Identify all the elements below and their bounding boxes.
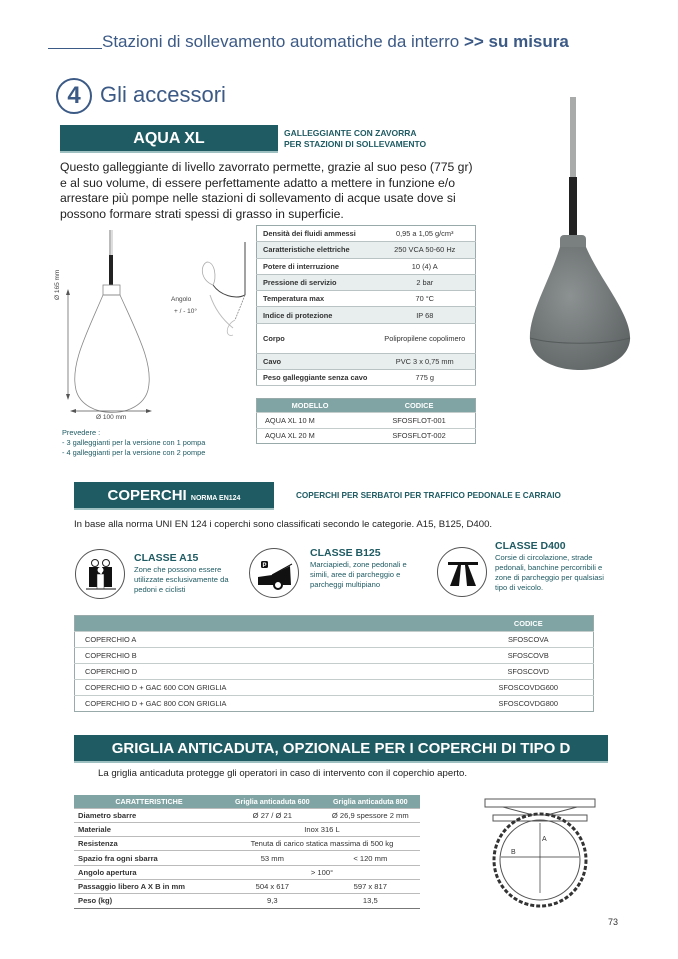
griglia-spec-table [74, 795, 420, 909]
value-800-cell: 13,5 [321, 894, 420, 908]
coperchi-subtitle: COPERCHI PER SERBATOI PER TRAFFICO PEDONALE E CARRAIO [296, 491, 561, 500]
float-product-photo [520, 95, 640, 385]
aqua-xl-models-table [256, 398, 476, 444]
table-row [75, 680, 594, 696]
value-800-cell: < 120 mm [321, 851, 420, 865]
table-header-row [74, 795, 420, 808]
characteristic-cell: Diametro sbarre [74, 808, 224, 822]
value-600-cell: 504 x 617 [224, 879, 321, 893]
table-row [75, 664, 594, 680]
value-800-cell: 597 x 817 [321, 879, 420, 893]
class-d400-title: CLASSE D400 [495, 540, 566, 552]
value-600-cell: 9,3 [224, 894, 321, 908]
value-600-cell: Ø 27 / Ø 21 [224, 808, 321, 822]
code-cell: SFOSFLOT-001 [363, 413, 475, 429]
code-cell: SFOSCOVDG600 [464, 680, 594, 696]
spec-value: IP 68 [375, 307, 476, 323]
class-b125-description: Marciapiedi, zone pedonali e simili, aree di parcheggio e parcheggi multipiano [310, 560, 407, 589]
code-cell: SFOSCOVA [464, 632, 594, 648]
code-cell: SFOSCOVDG800 [464, 696, 594, 712]
parking-car-icon [249, 548, 299, 598]
float-drawing [58, 225, 188, 425]
table-row [74, 837, 420, 851]
spec-row [257, 291, 476, 307]
column-header-code: CODICE [363, 399, 475, 413]
column-header-item [75, 616, 464, 632]
item-cell: COPERCHIO D + GAC 600 CON GRIGLIA [75, 680, 464, 696]
section-title: Gli accessori [100, 82, 226, 107]
value-600-cell: 53 mm [224, 851, 321, 865]
column-header-600: Griglia anticaduta 600 [224, 795, 321, 808]
page-number: 73 [608, 917, 619, 927]
spec-row [257, 242, 476, 258]
item-cell: COPERCHIO D + GAC 800 CON GRIGLIA [75, 696, 464, 712]
height-dimension-label: Ø 165 mm [54, 269, 61, 300]
class-b125-title: CLASSE B125 [310, 547, 381, 559]
spec-label: Pressione di servizio [257, 274, 375, 290]
item-cell: COPERCHIO A [75, 632, 464, 648]
spec-label: Peso galleggiante senza cavo [257, 370, 375, 386]
item-cell: COPERCHIO B [75, 648, 464, 664]
table-row [74, 879, 420, 893]
spec-row [257, 353, 476, 369]
spec-row [257, 323, 476, 353]
dimension-b-label: B [511, 849, 516, 856]
table-row [74, 851, 420, 865]
value-800-cell: Ø 26,9 spessore 2 mm [321, 808, 420, 822]
table-row [257, 428, 476, 444]
griglia-band: GRIGLIA ANTICADUTA, OPZIONALE PER I COPERCHI DI TIPO D [74, 735, 608, 763]
table-row [257, 413, 476, 429]
spec-value: 250 VCA 50-60 Hz [375, 242, 476, 258]
aqua-xl-band: AQUA XL [60, 125, 278, 153]
aqua-xl-subtitle [284, 128, 484, 150]
subtitle-line: PER STAZIONI DI SOLLEVAMENTO [284, 139, 427, 149]
table-row [75, 648, 594, 664]
characteristic-cell: Passaggio libero A X B in mm [74, 879, 224, 893]
section-number-badge: 4 [56, 78, 92, 114]
spec-row [257, 370, 476, 386]
spec-label: Corpo [257, 323, 375, 353]
spec-row [257, 258, 476, 274]
grid-cover-diagram [483, 795, 603, 910]
column-header-800: Griglia anticaduta 800 [321, 795, 420, 808]
band-norm: NORMA EN124 [190, 495, 241, 502]
spec-label: Densità dei fluidi ammessi [257, 226, 375, 242]
table-header-row [75, 616, 594, 632]
model-cell: AQUA XL 10 M [257, 413, 364, 429]
characteristic-cell: Resistenza [74, 837, 224, 851]
coperchi-intro: In base alla norma UNI EN 124 i coperchi sono classificati secondo le categorie. A15, B125, D400. [74, 519, 493, 530]
item-cell: COPERCHIO D [75, 664, 464, 680]
angle-label: Angolo [171, 296, 192, 303]
table-row [74, 808, 420, 822]
spec-value: Polipropilene copolimero [375, 323, 476, 353]
characteristic-cell: Materiale [74, 822, 224, 836]
spec-value: 0,95 a 1,05 g/cm³ [375, 226, 476, 242]
dimension-a-label: A [542, 836, 547, 843]
note-line: - 3 galleggianti per la versione con 1 pompa [62, 438, 206, 447]
subtitle-line: GALLEGGIANTE CON ZAVORRA [284, 128, 417, 138]
merged-value-cell: Inox 316 L [224, 822, 420, 836]
spec-label: Indice di protezione [257, 307, 375, 323]
spec-label: Caratteristiche elettriche [257, 242, 375, 258]
characteristic-cell: Angolo apertura [74, 865, 224, 879]
spec-label: Cavo [257, 353, 375, 369]
spec-value: 775 g [375, 370, 476, 386]
model-cell: AQUA XL 20 M [257, 428, 364, 444]
pedestrians-icon [75, 549, 125, 599]
code-cell: SFOSCOVD [464, 664, 594, 680]
table-row [75, 632, 594, 648]
note-title: Prevedere : [62, 428, 101, 437]
code-cell: SFOSCOVB [464, 648, 594, 664]
column-header-model: MODELLO [257, 399, 364, 413]
merged-value-cell: > 100° [224, 865, 420, 879]
coperchi-band [74, 482, 274, 510]
characteristic-cell: Spazio fra ogni sbarra [74, 851, 224, 865]
spec-value: 2 bar [375, 274, 476, 290]
class-a15-title: CLASSE A15 [134, 552, 199, 564]
table-row [74, 894, 420, 908]
width-dimension-label: Ø 100 mm [96, 414, 127, 421]
table-row [74, 865, 420, 879]
spec-value: 10 (4) A [375, 258, 476, 274]
spec-label: Temperatura max [257, 291, 375, 307]
table-row [74, 822, 420, 836]
highway-icon [437, 547, 487, 597]
class-d400-description: Corsie di circolazione, strade pedonali, banchine percorribili e zone di parcheggio per qualsiasi tipo di veicolo. [495, 553, 604, 592]
code-cell: SFOSFLOT-002 [363, 428, 475, 444]
coperchi-code-table [74, 615, 594, 712]
angle-value: + / - 10° [174, 308, 198, 315]
svg-text:P: P [262, 563, 267, 569]
column-header-code: CODICE [464, 616, 594, 632]
note-line: - 4 galleggianti per la versione con 2 pompe [62, 448, 206, 457]
spec-row [257, 307, 476, 323]
header-title: Stazioni di sollevamento automatiche da interro [102, 32, 460, 51]
quantity-note [62, 428, 205, 458]
column-header-characteristics: CARATTERISTICHE [74, 795, 224, 808]
page-header [102, 32, 569, 52]
angle-drawing [195, 240, 255, 340]
aqua-xl-spec-table [256, 225, 476, 386]
spec-value: 70 °C [375, 291, 476, 307]
header-suffix: >> su misura [463, 32, 569, 51]
spec-value: PVC 3 x 0,75 mm [375, 353, 476, 369]
table-row [75, 696, 594, 712]
griglia-intro: La griglia anticaduta protegge gli operatori in caso di intervento con il coperchio aperto. [98, 768, 468, 779]
class-a15-description: Zone che possono essere utilizzate esclusivamente da pedoni e ciclisti [134, 565, 229, 594]
header-rule [48, 48, 102, 49]
band-label: COPERCHI [107, 487, 187, 504]
spec-row [257, 274, 476, 290]
aqua-xl-description: Questo galleggiante di livello zavorrato permette, grazie al suo peso (775 gr) e al suo volume, di essere perfettamente adatto a mettere in funzione e/o arrestare più pompe nelle stazioni di sollevamento di acque usate dove si possono formare strati spessi di grasso in superficie. [60, 160, 473, 221]
spec-label: Potere di interruzione [257, 258, 375, 274]
spec-row [257, 226, 476, 242]
merged-value-cell: Tenuta di carico statica massima di 500 kg [224, 837, 420, 851]
characteristic-cell: Peso (kg) [74, 894, 224, 908]
table-header-row [257, 399, 476, 413]
